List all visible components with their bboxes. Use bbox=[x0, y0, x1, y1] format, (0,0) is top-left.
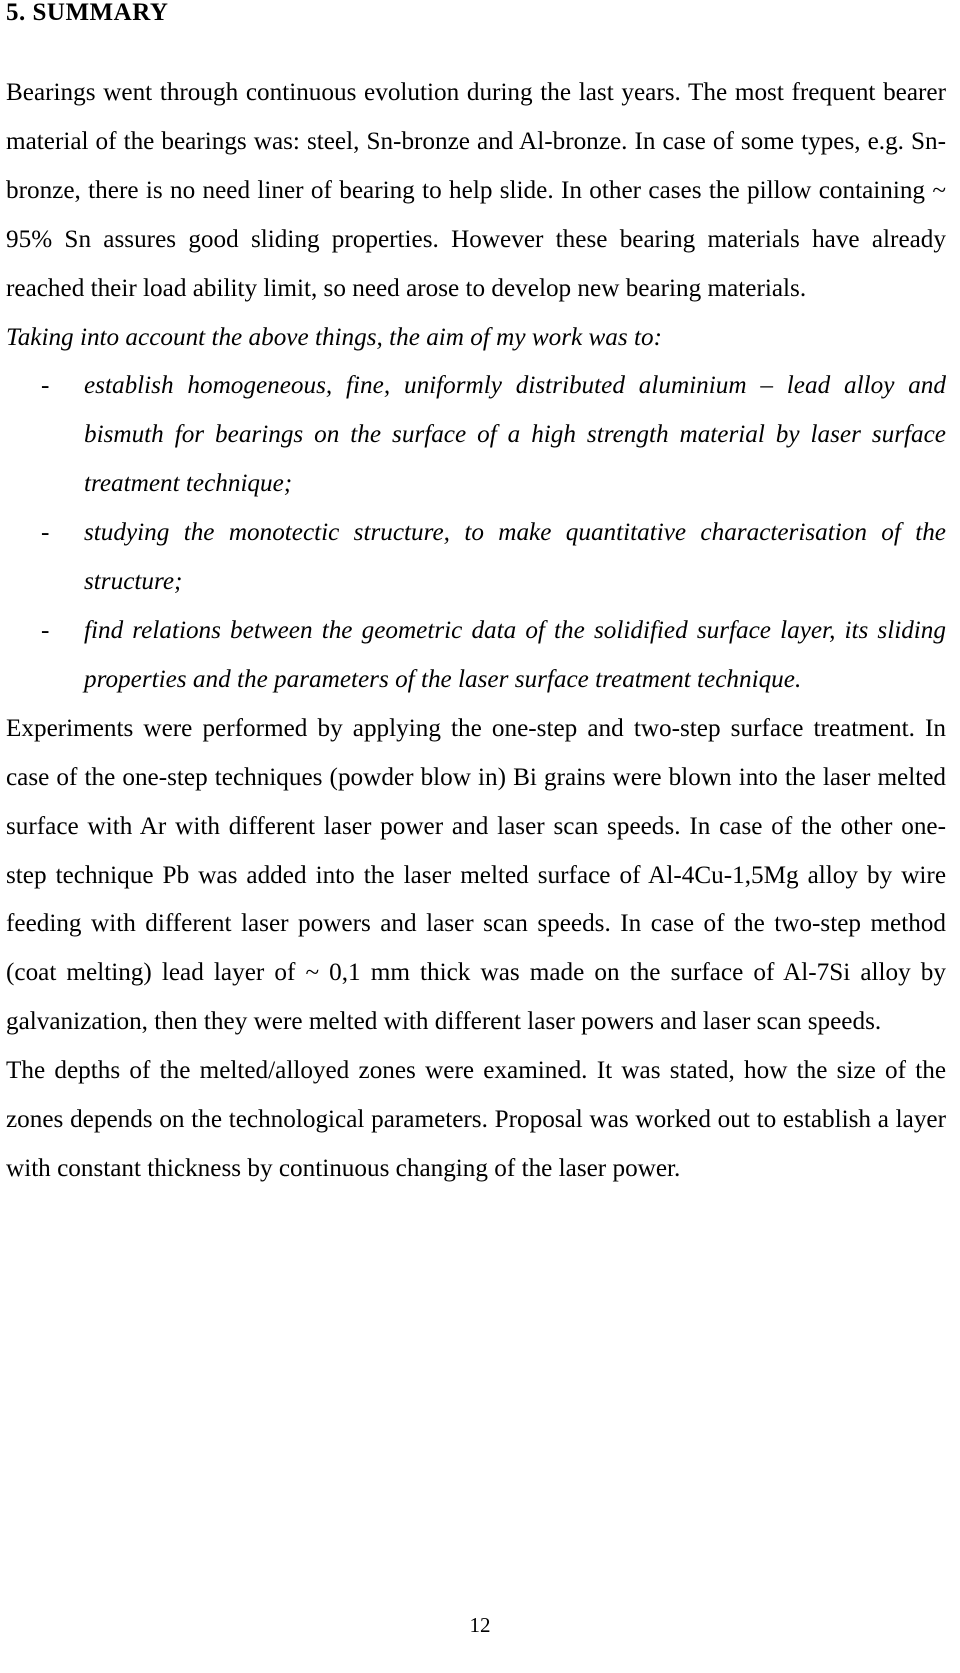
section-heading: 5. SUMMARY bbox=[6, 0, 169, 26]
bullet-marker: - bbox=[41, 372, 50, 400]
aim-paragraph: Taking into account the above things, the aim of my work was to: bbox=[6, 323, 662, 351]
list-item-text: establish homogeneous, fine, uniformly distributed aluminium – lead alloy and bismuth for bearings on the surface of a high strength material by laser surface treatment technique; bbox=[84, 372, 946, 498]
list-item bbox=[6, 509, 946, 607]
depths-paragraph: The depths of the melted/alloyed zones were examined. It was stated, how the size of the zones depends on the technological parameters. Proposal was worked out to establish a layer with constant thickness by continuous changing of the laser power. bbox=[6, 1057, 946, 1182]
summary-body bbox=[6, 69, 946, 1194]
bullet-marker: - bbox=[41, 519, 50, 547]
list-item-text: find relations between the geometric data of the solidified surface layer, its sliding properties and the parameters of the laser surface treatment technique. bbox=[84, 616, 946, 693]
list-item-text: studying the monotectic structure, to make quantitative characterisation of the structure; bbox=[84, 519, 946, 596]
bullet-marker: - bbox=[41, 616, 50, 644]
experiments-paragraph: Experiments were performed by applying the one-step and two-step surface treatment. In case of the one-step techniques (powder blow in) Bi grains were blown into the laser melted surface with Ar with different laser power and laser scan speeds. In case of the other one-step technique Pb was added into the laser melted surface of Al-4Cu-1,5Mg alloy by wire feeding with different laser powers and laser scan speeds. In case of the two-step method (coat melting) lead layer of ~ 0,1 mm thick was made on the surface of Al-7Si alloy by galvanization, then they were melted with different laser powers and laser scan speeds. bbox=[6, 714, 946, 1036]
list-item bbox=[6, 362, 946, 509]
page-number: 12 bbox=[469, 1613, 491, 1637]
list-item bbox=[6, 607, 946, 705]
aims-list bbox=[6, 362, 946, 704]
intro-paragraph: Bearings went through continuous evolution during the last years. The most frequent bearer material of the bearings was: steel, Sn-bronze and Al-bronze. In case of some types, e.g. Sn-bronze, there is no need liner of bearing to help slide. In other cases the pillow containing ~ 95% Sn assures good sliding properties. However these bearing materials have already reached their load ability limit, so need arose to develop new bearing materials. bbox=[6, 79, 946, 302]
